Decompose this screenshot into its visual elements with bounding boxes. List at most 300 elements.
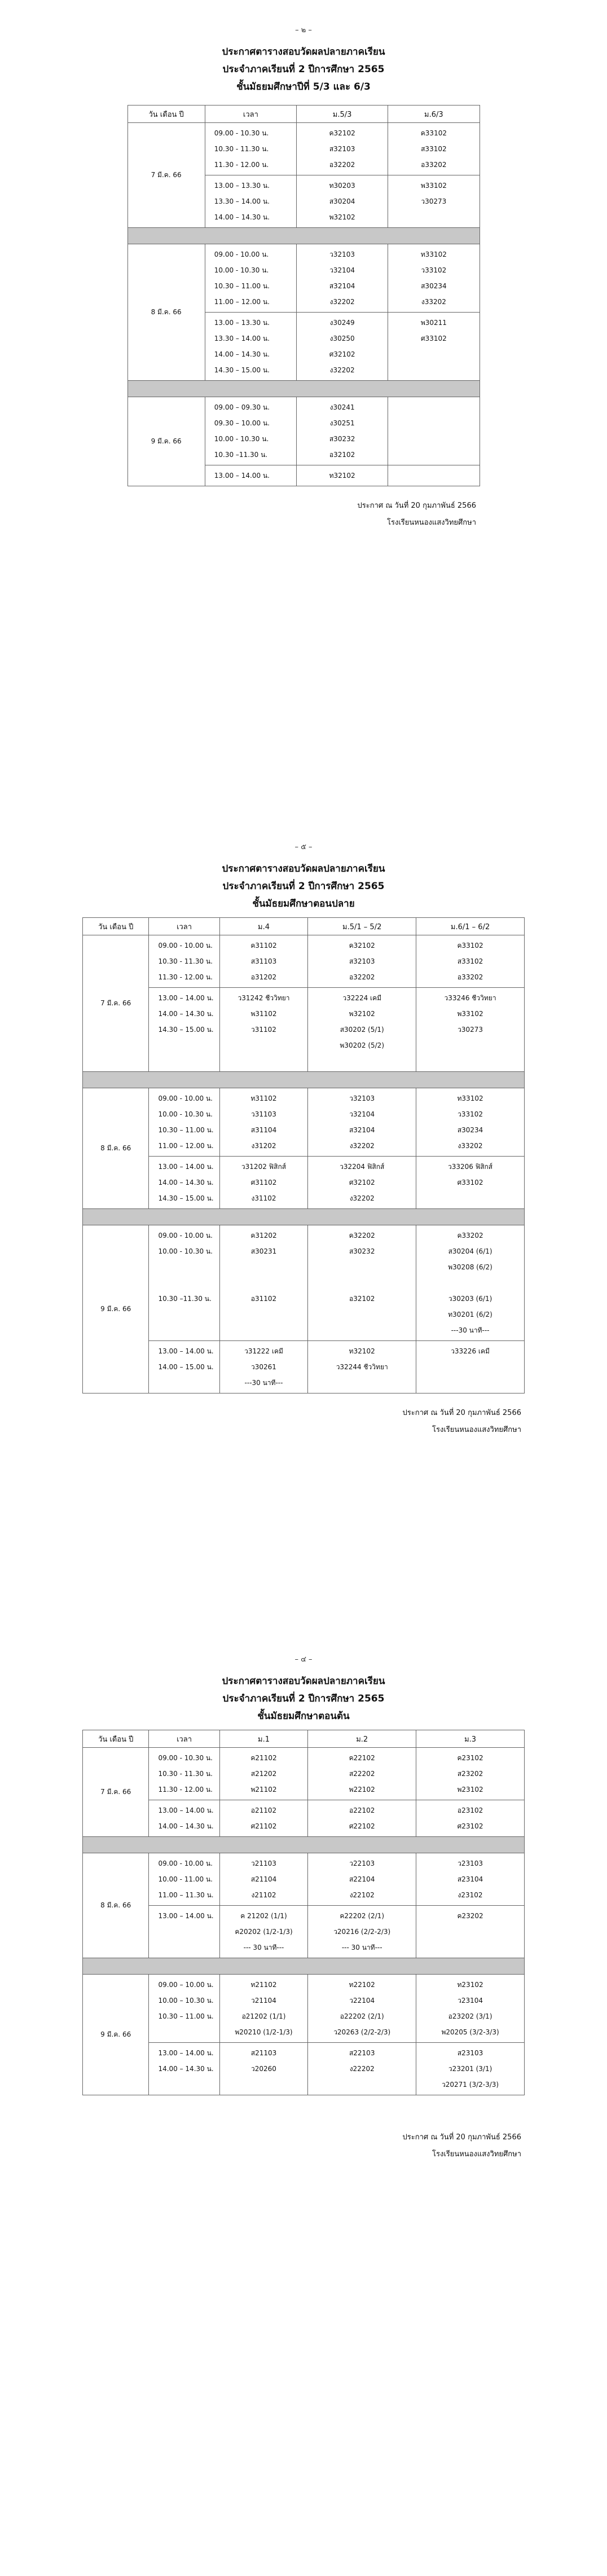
column-header: วัน เดือน ปี [83, 918, 149, 935]
subject-codes [416, 1800, 525, 1837]
time-slot: 10.30 –11.30 น. [214, 451, 268, 459]
subject-code: ว32103 [329, 250, 355, 258]
subject-code: ค32102 [329, 129, 355, 137]
exam-schedule-table [82, 917, 525, 1393]
announcement-date: ประกาศ ณ วันที่ 20 กุมภาพันธ์ 2566 [357, 502, 476, 510]
time-slot: 10.00 – 10.30 น. [158, 1997, 214, 2004]
subject-code: พ33102 [457, 1010, 483, 1018]
time-slots [149, 1748, 219, 1800]
subject-code [420, 1038, 521, 1053]
time-slot: 10.00 - 10.30 น. [214, 266, 269, 274]
subject-codes [416, 935, 525, 988]
header-row [127, 105, 480, 123]
announcement-date: ประกาศ ณ วันที่ 20 กุมภาพันธ์ 2566 [402, 1409, 521, 1417]
column-header: วัน เดือน ปี [83, 1730, 149, 1748]
time-slots [149, 1906, 219, 1958]
exam-date: 7 มี.ค. 66 [83, 1748, 149, 1837]
subject-code: พ20205 (3/2-3/3) [441, 2028, 499, 2036]
table-row [83, 1800, 525, 1837]
subject-code: พ30208 (6/2) [448, 1263, 492, 1271]
table-row [127, 244, 480, 313]
subject-code: ส31103 [250, 957, 277, 965]
page-title: ประกาศตารางสอบวัดผลปลายภาคเรียน [222, 46, 385, 58]
exam-date: 8 มี.ค. 66 [127, 244, 205, 381]
table-row [83, 988, 525, 1072]
time-slot: 14.00 – 14.30 น. [158, 2065, 214, 2073]
subject-code: อ33202 [457, 973, 483, 981]
time-slot: 10.30 –11.30 น. [158, 1295, 212, 1303]
subject-code: ศ32102 [349, 1179, 375, 1186]
exam-date: 9 มี.ค. 66 [83, 1975, 149, 2095]
subject-code [420, 1375, 521, 1391]
time-slot: 10.30 - 11.30 น. [158, 1770, 213, 1778]
subject-codes [219, 935, 308, 988]
subject-code: ส22202 [349, 1770, 375, 1778]
subject-code [420, 1359, 521, 1375]
time-slot [158, 1053, 215, 1069]
time-slots [149, 1225, 219, 1341]
subject-codes [388, 244, 480, 313]
subject-code [392, 209, 476, 225]
school-name: โรงเรียนหนองแสงวิทยศึกษา [387, 518, 476, 527]
page-number: – ๒ – [295, 26, 312, 34]
subject-code: ว32104 [329, 266, 355, 274]
subject-code: ง32202 [349, 1142, 375, 1150]
time-slot: 10.30 – 11.00 น. [214, 282, 270, 290]
subject-codes [219, 1225, 308, 1341]
time-slot: 11.30 - 12.00 น. [158, 973, 213, 981]
subject-codes [308, 1800, 416, 1837]
subject-code: ว31102 [251, 1026, 276, 1034]
subject-code: ง31102 [251, 1194, 276, 1202]
time-slot: 10.30 - 11.30 น. [214, 145, 269, 153]
subject-codes [297, 244, 388, 313]
subject-code: ท32102 [329, 472, 355, 480]
subject-code: ส22103 [349, 2049, 375, 2057]
column-header: ม.6/1 – 6/2 [416, 918, 525, 935]
time-slot: 09.30 – 10.00 น. [214, 419, 270, 427]
page-number: – ๕ – [294, 843, 313, 851]
subject-code: ค 21202 (1/1) [240, 1912, 287, 1920]
exam-date: 7 มี.ค. 66 [127, 123, 205, 228]
subject-code: ว23104 [458, 1997, 483, 2004]
subject-code: ง32202 [329, 366, 355, 374]
column-header: ม.5/1 – 5/2 [308, 918, 416, 935]
time-slot: 13.00 – 13.30 น. [214, 319, 270, 327]
school-name: โรงเรียนหนองแสงวิทยศึกษา [432, 2150, 521, 2159]
subject-codes [308, 1088, 416, 1157]
subject-code: ท22102 [349, 1981, 375, 1989]
time-slot: 10.30 – 11.00 น. [158, 2012, 214, 2020]
subject-codes [416, 1341, 525, 1393]
time-slot: 13.00 – 14.00 น. [158, 1347, 214, 1355]
subject-code: ศ31102 [250, 1179, 277, 1186]
time-slot: 14.00 – 14.30 น. [158, 1010, 214, 1018]
exam-date: 8 มี.ค. 66 [83, 1853, 149, 1958]
column-header: ม.4 [219, 918, 308, 935]
subject-code: อ32202 [349, 973, 375, 981]
time-slot: 13.00 – 14.00 น. [158, 2049, 214, 2057]
subject-codes [416, 988, 525, 1072]
subject-code [223, 1307, 305, 1322]
subject-code: ว33102 [421, 266, 447, 274]
subject-code [311, 1259, 412, 1275]
subject-code [223, 2077, 305, 2093]
time-slot: 13.00 – 14.00 น. [158, 1163, 214, 1171]
subject-code: ว31222 เคมี [244, 1347, 283, 1355]
page-title: ประกาศตารางสอบวัดผลปลายภาคเรียน [222, 1676, 385, 1687]
subject-code: ว32204 ฟิสิกส์ [340, 1163, 385, 1171]
subject-code: ว30261 [251, 1363, 276, 1371]
school-name: โรงเรียนหนองแสงวิทยศึกษา [432, 1426, 521, 1434]
table-row [127, 123, 480, 175]
subject-code: ศ32102 [329, 350, 355, 358]
subject-code: ว21103 [251, 1860, 276, 1867]
subject-code [311, 1322, 412, 1338]
subject-code: ส30204 (6/1) [448, 1247, 492, 1255]
subject-code: ว30203 (6/1) [448, 1295, 492, 1303]
time-slot: 11.00 – 11.30 น. [158, 1891, 214, 1899]
table-row [83, 1975, 525, 2043]
subject-code: ค33202 [457, 1232, 483, 1239]
subject-codes [308, 2043, 416, 2095]
subject-code: ท33102 [457, 1094, 483, 1102]
subject-code: ว23103 [458, 1860, 483, 1867]
subject-code: ว33246 ชีววิทยา [444, 994, 496, 1002]
subject-code: ว32103 [349, 1094, 375, 1102]
time-slot: 14.00 – 14.30 น. [214, 350, 270, 358]
subject-codes [416, 1225, 525, 1341]
time-slot: 09.00 - 10.00 น. [158, 1094, 213, 1102]
time-slot: 14.00 – 15.00 น. [158, 1363, 214, 1371]
exam-schedule-table [82, 1730, 525, 2095]
subject-code [420, 1924, 521, 1940]
table-row [83, 1341, 525, 1393]
subject-code: ง32202 [329, 298, 355, 306]
column-header: วัน เดือน ปี [127, 105, 205, 123]
subject-code [392, 447, 476, 463]
subject-code: --- 30 นาที--- [341, 1944, 382, 1951]
column-header: ม.2 [308, 1730, 416, 1748]
subject-code: พ30202 (5/2) [340, 1041, 384, 1049]
subject-code: ว31202 ฟิสิกส์ [241, 1163, 287, 1171]
subject-code [223, 1259, 305, 1275]
exam-date: 8 มี.ค. 66 [83, 1088, 149, 1209]
subject-codes [416, 1088, 525, 1157]
subject-code [420, 1275, 521, 1291]
subject-code: ว31103 [251, 1110, 276, 1118]
page-subtitle: ประจำภาคเรียนที่ 2 ปีการศึกษา 2565 [222, 881, 385, 892]
subject-code [392, 346, 476, 362]
time-slots [149, 935, 219, 988]
schedule-page-3 [0, 1653, 607, 2163]
subject-code: ท30201 (6/2) [448, 1311, 492, 1318]
column-header: เวลา [149, 918, 219, 935]
time-slot: 10.00 - 10.30 น. [158, 1110, 213, 1118]
subject-code [392, 468, 476, 483]
subject-code [223, 1322, 305, 1338]
table-row [83, 1088, 525, 1157]
subject-code: พ33102 [420, 182, 447, 190]
subject-codes [219, 1748, 308, 1800]
subject-code: อ21102 [250, 1806, 277, 1814]
subject-code: ส30202 (5/1) [340, 1026, 384, 1034]
time-slot [158, 1307, 215, 1322]
subject-code: ท21102 [250, 1981, 277, 1989]
time-slot: 13.00 – 14.00 น. [158, 1806, 214, 1814]
time-slot: 13.30 – 14.00 น. [214, 197, 270, 205]
subject-code: อ32102 [329, 451, 355, 459]
schedule-page-2 [0, 841, 607, 1439]
time-slot: 09.00 - 10.00 น. [158, 1232, 213, 1239]
subject-codes [416, 1748, 525, 1800]
time-slot: 13.00 – 14.00 น. [214, 472, 270, 480]
exam-date: 9 มี.ค. 66 [127, 397, 205, 486]
time-slot [158, 1322, 215, 1338]
subject-code: พ22102 [349, 1786, 375, 1793]
subject-code: อ23102 [457, 1806, 483, 1814]
subject-code: ส21202 [250, 1770, 277, 1778]
column-header: เวลา [205, 105, 296, 123]
subject-code: ง31202 [251, 1142, 276, 1150]
time-slot: 09.00 - 10.00 น. [158, 1860, 213, 1867]
subject-code: ว33226 เคมี [451, 1347, 490, 1355]
header-row [83, 918, 525, 935]
subject-code: ส23103 [457, 2049, 483, 2057]
time-slots [205, 123, 296, 175]
subject-code: ง21102 [251, 1891, 276, 1899]
subject-code: ว20271 (3/2-3/3) [442, 2081, 499, 2089]
time-slot [158, 1924, 215, 1940]
announcement-footer [0, 1405, 521, 1439]
subject-code: ว20260 [251, 2065, 276, 2073]
time-slot: 10.00 - 11.00 น. [158, 1875, 213, 1883]
subject-code: อ31102 [250, 1295, 277, 1303]
subject-codes [219, 1906, 308, 1958]
subject-code: ค21102 [250, 1754, 277, 1762]
announcement-footer [0, 498, 476, 531]
subject-codes [308, 1853, 416, 1906]
subject-code: ค32102 [349, 942, 375, 949]
time-slots [205, 465, 296, 486]
subject-code: ง30249 [329, 319, 355, 327]
subject-code: ท23102 [457, 1981, 483, 1989]
subject-code: ค32202 [349, 1232, 375, 1239]
subject-codes [219, 1853, 308, 1906]
exam-date: 7 มี.ค. 66 [83, 935, 149, 1072]
subject-code [311, 2077, 412, 2093]
subject-code: ค23102 [457, 1754, 483, 1762]
subject-code: พ23102 [457, 1786, 483, 1793]
subject-code: ส30232 [349, 1247, 375, 1255]
subject-code: พ21102 [250, 1786, 277, 1793]
time-slot: 14.00 – 14.30 น. [214, 213, 270, 221]
subject-code: ส30204 [329, 197, 355, 205]
subject-code: พ32102 [349, 1010, 375, 1018]
table-row [83, 1157, 525, 1209]
subject-codes [297, 313, 388, 381]
subject-codes [297, 465, 388, 486]
table-row [83, 935, 525, 988]
subject-code: ง33202 [421, 298, 446, 306]
time-slot [158, 2024, 215, 2040]
subject-code: ---30 นาที--- [244, 1379, 283, 1387]
table-row [83, 1748, 525, 1800]
subject-code: ง30250 [329, 335, 355, 342]
table-row [83, 1906, 525, 1958]
subject-codes [416, 2043, 525, 2095]
subject-code: ส21103 [250, 2049, 277, 2057]
subject-code: ส33102 [457, 957, 483, 965]
subject-code: อ32102 [349, 1295, 375, 1303]
time-slot: 11.00 – 12.00 น. [214, 298, 270, 306]
time-slots [149, 2043, 219, 2095]
subject-code: ค31202 [250, 1232, 277, 1239]
time-slot: 14.30 – 15.00 น. [158, 1026, 214, 1034]
subject-codes [308, 1157, 416, 1209]
time-slot: 13.30 – 14.00 น. [214, 335, 270, 342]
class-level-title: ชั้นมัธยมศึกษาตอนปลาย [252, 898, 355, 909]
subject-code: ง33202 [458, 1142, 483, 1150]
subject-code [392, 431, 476, 447]
subject-code: อ21202 (1/1) [241, 2012, 286, 2020]
subject-code: ส23202 [457, 1770, 483, 1778]
subject-code: ว30273 [458, 1026, 483, 1034]
subject-code: --- 30 นาที--- [243, 1944, 284, 1951]
subject-code: ส30232 [329, 435, 355, 443]
subject-code: พ32102 [329, 213, 355, 221]
subject-code [420, 1940, 521, 1955]
subject-code [392, 399, 476, 415]
subject-code: ว31242 ชีววิทยา [237, 994, 290, 1002]
subject-code [392, 362, 476, 378]
subject-code: ว20216 (2/2-2/3) [333, 1928, 391, 1936]
time-slots [205, 244, 296, 313]
column-header: เวลา [149, 1730, 219, 1748]
page-title: ประกาศตารางสอบวัดผลปลายภาคเรียน [222, 863, 385, 874]
time-slots [149, 1341, 219, 1393]
subject-code: ว32244 ชีววิทยา [336, 1363, 388, 1371]
subject-code: ศ21102 [250, 1822, 277, 1830]
subject-code: ว22104 [349, 1997, 375, 2004]
time-slot [158, 1259, 215, 1275]
time-slot: 10.30 – 11.00 น. [158, 1126, 214, 1134]
subject-code [420, 1053, 521, 1069]
subject-code: ง32202 [349, 1194, 375, 1202]
subject-code: ---30 นาที--- [451, 1326, 490, 1334]
subject-code: ค20202 (1/2-1/3) [235, 1928, 293, 1936]
time-slot: 11.30 - 12.00 น. [214, 161, 269, 169]
subject-code: ส21104 [250, 1875, 277, 1883]
subject-code: ส32104 [349, 1126, 375, 1134]
exam-date: 9 มี.ค. 66 [83, 1225, 149, 1393]
page-subtitle: ประจำภาคเรียนที่ 2 ปีการศึกษา 2565 [222, 1693, 385, 1704]
time-slot: 14.00 – 14.30 น. [158, 1822, 214, 1830]
subject-code: ศ33102 [420, 335, 447, 342]
time-slot: 13.00 – 14.00 น. [158, 1912, 214, 1920]
subject-code: ศ22102 [349, 1822, 375, 1830]
subject-code: ว33206 ฟิสิกส์ [447, 1163, 493, 1171]
subject-code [311, 1053, 412, 1069]
time-slot: 14.30 – 15.00 น. [214, 366, 270, 374]
subject-code: ส22104 [349, 1875, 375, 1883]
subject-code: อ33202 [421, 161, 447, 169]
subject-code: ค33102 [457, 942, 483, 949]
time-slot: 13.00 – 13.30 น. [214, 182, 270, 190]
subject-code [311, 1275, 412, 1291]
time-slots [205, 313, 296, 381]
subject-code [223, 1053, 305, 1069]
subject-codes [416, 1906, 525, 1958]
time-slot: 10.00 - 10.30 น. [158, 1247, 213, 1255]
subject-codes [219, 1975, 308, 2043]
exam-schedule-table [127, 105, 480, 486]
time-slot: 09.00 - 10.30 น. [158, 1754, 213, 1762]
column-header: ม.1 [219, 1730, 308, 1748]
subject-code [223, 1275, 305, 1291]
time-slots [149, 1800, 219, 1837]
schedule-page-1 [0, 24, 607, 531]
subject-code: ศ33102 [457, 1179, 483, 1186]
subject-code: ศ23102 [457, 1822, 483, 1830]
announcement-footer [0, 2129, 521, 2163]
subject-code: ว32224 เคมี [342, 994, 382, 1002]
column-header: ม.6/3 [388, 105, 480, 123]
subject-codes [219, 1157, 308, 1209]
day-separator [127, 228, 480, 244]
subject-code: อ31202 [250, 973, 277, 981]
subject-codes [416, 1157, 525, 1209]
subject-codes [388, 175, 480, 228]
page-subtitle: ประจำภาคเรียนที่ 2 ปีการศึกษา 2565 [222, 64, 385, 75]
subject-codes [308, 1975, 416, 2043]
subject-code [311, 1375, 412, 1391]
time-slot: 09.00 - 10.30 น. [214, 129, 269, 137]
subject-code [392, 415, 476, 431]
page-number: – ๔ – [294, 1655, 313, 1664]
subject-codes [219, 1088, 308, 1157]
subject-code: ส30234 [421, 282, 447, 290]
time-slot: 10.00 - 10.30 น. [214, 435, 269, 443]
table-row [127, 397, 480, 465]
subject-codes [297, 397, 388, 465]
subject-code: ว33102 [458, 1110, 483, 1118]
subject-code: ง30251 [329, 419, 355, 427]
header-row [83, 1730, 525, 1748]
subject-code: ค22102 [349, 1754, 375, 1762]
subject-code: ท32102 [349, 1347, 375, 1355]
subject-codes [388, 397, 480, 465]
subject-codes [219, 1341, 308, 1393]
subject-code: ท31102 [250, 1094, 277, 1102]
subject-codes [219, 1800, 308, 1837]
time-slot: 14.30 – 15.00 น. [158, 1194, 214, 1202]
time-slot: 11.30 - 12.00 น. [158, 1786, 213, 1793]
subject-codes [297, 175, 388, 228]
subject-codes [416, 1975, 525, 2043]
subject-code: ส32103 [349, 957, 375, 965]
subject-codes [388, 465, 480, 486]
subject-codes [308, 1748, 416, 1800]
subject-code: ว21104 [251, 1997, 276, 2004]
subject-code: อ22202 (2/1) [340, 2012, 384, 2020]
subject-code: พ31102 [250, 1010, 277, 1018]
subject-code: พ30211 [420, 319, 447, 327]
subject-code: ค33102 [420, 129, 447, 137]
subject-codes [308, 1225, 416, 1341]
subject-code: ส32104 [329, 282, 355, 290]
subject-code: ส30234 [457, 1126, 483, 1134]
